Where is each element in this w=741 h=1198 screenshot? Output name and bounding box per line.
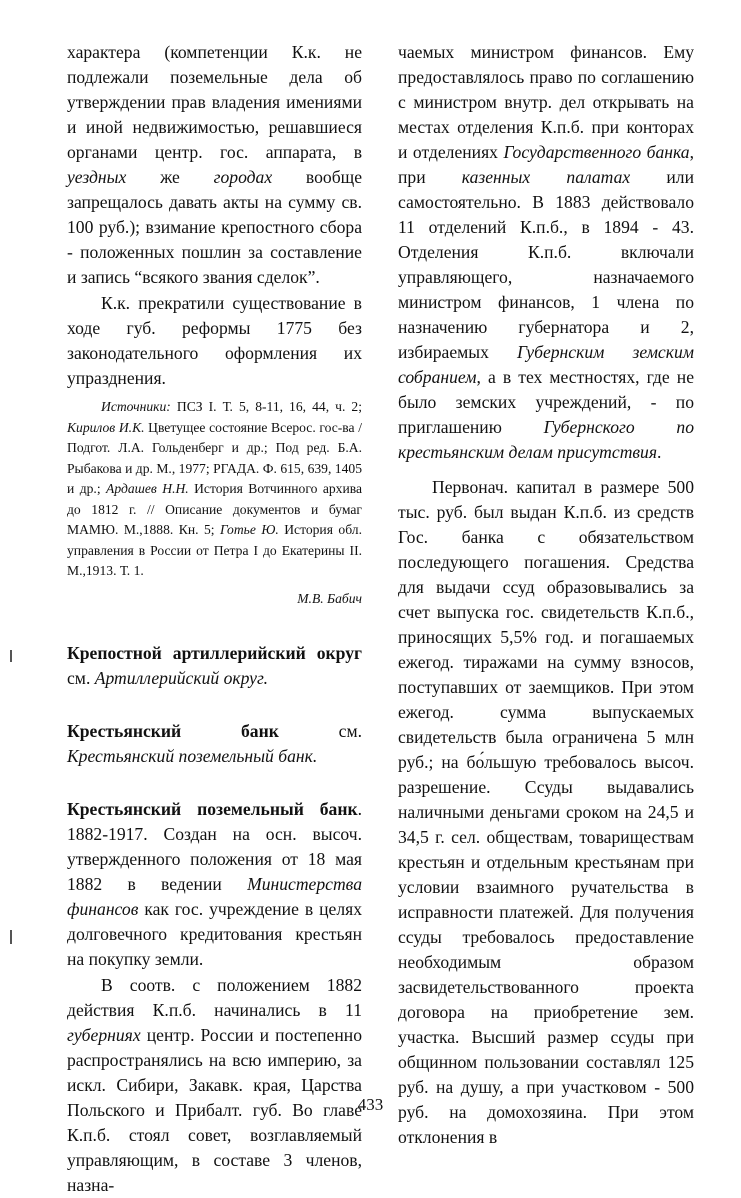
italic-term: уездных xyxy=(67,167,127,187)
left-paragraph-3 xyxy=(67,973,362,1198)
page-number: 433 xyxy=(357,1095,384,1114)
italic-term: Кирилов И.К. xyxy=(67,419,145,435)
italic-term: Губернским земским собранием xyxy=(398,342,694,387)
text-run: К.к. прекратили существование в ходе губ. реформы 1775 без законодательного оформления их упразднения. xyxy=(67,293,362,388)
italic-term: казенных палатах xyxy=(461,167,631,187)
text-run: Цветущее состояние Всерос. гос-ва / Подгот. Л.А. Гольденберг и др.; Под ред. Б.А. Рыбакова и др. М., 1977; РГАДА. Ф. 615, 639, 1405 и др.; xyxy=(67,419,362,496)
text-run: История обл. управления в России от Петра I до Екатерины II. М.,1913. Т. 1. xyxy=(67,522,362,578)
entry-peasant-land-bank xyxy=(67,797,362,972)
scan-mark-top xyxy=(10,650,12,662)
text-run: , при xyxy=(398,142,694,187)
left-paragraph-2 xyxy=(67,291,362,391)
italic-term: Ардашев Н.Н. xyxy=(106,481,189,496)
right-column xyxy=(398,40,694,1150)
entry-peasant-bank-ref xyxy=(67,719,362,769)
entry-artillery-district xyxy=(67,641,362,691)
text-run: же xyxy=(126,167,214,187)
article-author: М.В. Бабич xyxy=(297,590,362,606)
italic-term: Источники: xyxy=(101,399,171,414)
text-run: характера (компетенции К.к. не подлежали поземельные дела об утверждении прав владения имениями и иной недвижимостью, решавшиеся органами центр. гос. аппарата, в xyxy=(67,42,362,162)
right-paragraph-1 xyxy=(398,40,694,465)
italic-term: городах xyxy=(213,167,273,187)
italic-term: Губернского по крестьянским делам присутствия xyxy=(398,417,694,462)
term-heading: Крестьянский банк xyxy=(67,720,279,741)
italic-term: Артиллерийский округ. xyxy=(94,667,269,688)
term-heading: Крепостной артиллерийский округ xyxy=(67,642,362,663)
text-run: как гос. учреждение в целях долговечного кредитования крестьян на покупку земли. xyxy=(67,898,362,969)
text-run: ПСЗ I. Т. 5, 8-11, 16, 44, ч. 2; xyxy=(170,399,362,414)
italic-term: Государственного банка xyxy=(503,142,690,162)
text-run: . 1882-1917. Создан на осн. высоч. утвержденного положения от 18 мая 1882 в ведении xyxy=(67,798,362,894)
text-run: центр. России и постепенно распространялись на всю империю, за искл. Сибири, Закавк. края, Царства Польского и Прибалт. губ. Во главе К.п.б. стоял совет, возглавляемый управляющим, в составе 3 членов, назна- xyxy=(67,1024,362,1195)
sources-list xyxy=(67,397,362,582)
text-run: . xyxy=(657,442,662,462)
text-run: , а в тех местностях, где не было земских учреждений, - по приглашению xyxy=(398,367,694,437)
left-column xyxy=(67,40,362,1198)
text-run: Первонач. капитал в размере 500 тыс. руб. был выдан К.п.б. из средств Гос. банка с обязательством последующего погашения. Средства для выдачи ссуд образовывались за счет выпуска гос. свидетельств К.п.б., приносящих 5,5% год. и погашаемых ежегод. тиражами на сумму взносов, поступавших от заемщиков. При этом ежегод. сумма выпускаемых свидетельств была ограничена 5 млн руб.; на бо́льшую требовалось высоч. разрешение. Ссуды выдавались наличными деньгами сроком на 24,5 и 34,5 г. сел. обществам, товариществам крестьян и отдельным крестьянам при условии взаимного ручательства в исправности платежей. Для получения ссуды требовалось предоставление необходимым образом засвидетельствованного проекта договора на приобретение зем. участка. Высший размер ссуды при общинном пользовании составлял 125 руб. на душу, а при участковом - 500 руб. на домохозяина. При этом отклонения в xyxy=(398,477,694,1147)
text-run: вообще запрещалось давать акты на сумму св. 100 руб.); взимание крепостного сбора - положенных пошлин за составление и запись “всякого звания сделок”. xyxy=(67,167,362,287)
right-paragraph-2 xyxy=(398,475,694,1150)
text-run: В соотв. с положением 1882 действия К.п.б. начинались в 11 xyxy=(67,974,362,1020)
scan-mark-bottom xyxy=(10,930,12,944)
text-run: см. xyxy=(67,667,95,688)
term-heading: Крестьянский поземельный банк xyxy=(67,798,358,819)
italic-term: Министерства финансов xyxy=(67,873,362,919)
italic-term: губерниях xyxy=(67,1024,141,1045)
text-run: История Вотчинного архива до 1812 г. // Описание документов и бумаг МАМЮ. М.,1888. Кн. 5; xyxy=(67,481,362,537)
left-paragraph-1 xyxy=(67,40,362,290)
text-run: чаемых министром финансов. Ему предоставлялось право по соглашению с министром внутр. дел открывать на местах отделения К.п.б. при конторах и отделениях xyxy=(398,42,694,162)
text-run: или самостоятельно. В 1883 действовало 11 отделений К.п.б., в 1894 - 43. Отделения К.п.б. включали управляющего, назначаемого министром финансов, 1 члена по назначению губернатора и 2, избираемых xyxy=(398,167,694,362)
italic-term: Готье Ю. xyxy=(220,522,279,537)
text-run: см. xyxy=(278,720,362,741)
italic-term: Крестьянский поземельный банк. xyxy=(67,745,318,766)
